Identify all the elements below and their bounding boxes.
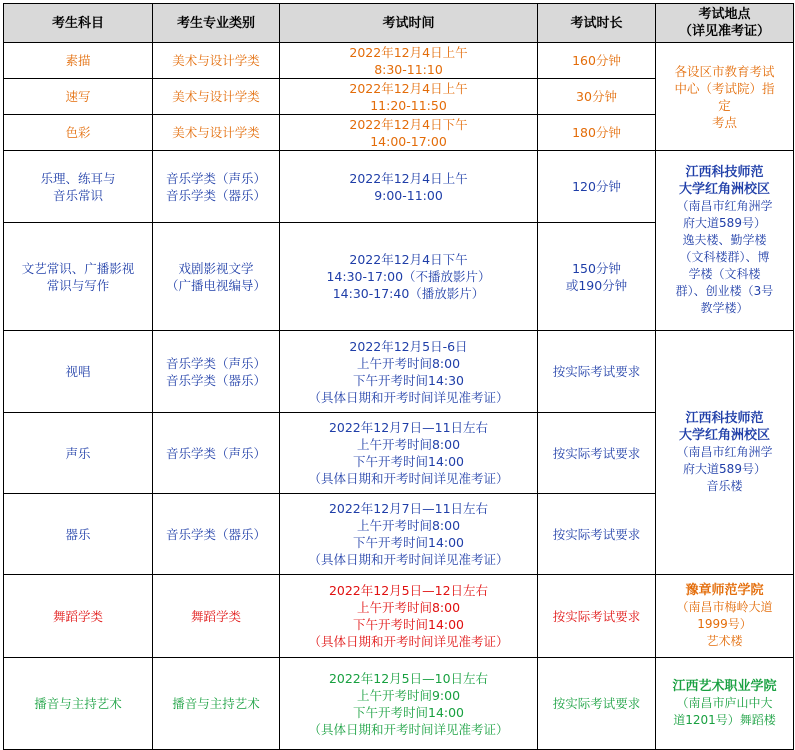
header-duration: 考试时长 [538,4,656,43]
location-jxkj-a-detail-line: 学楼（文科楼 [688,267,761,281]
duration-cell [538,79,656,115]
time-cell-line: 上午开考时间8:00 [356,355,461,371]
location-jxkj-b-detail-line: （南昌市红角洲学 [676,445,773,459]
location-jxkj-a-detail-line: 教学楼） [700,301,749,315]
header-location-line1: 考试地点 [698,7,751,22]
table-row [4,43,794,79]
duration-cell [538,331,656,413]
time-cell-line: 14:00-17:00 [370,133,447,149]
time-cell-line: 2022年12月4日下午 [349,252,468,267]
location-art-line: 中心（考试院）指 [674,80,775,96]
subject-cell-line: 速写 [65,89,91,104]
location-cell [656,658,794,750]
location-yuzhang-detail-line: （南昌市梅岭大道 [676,600,773,614]
header-time: 考试时间 [280,4,538,43]
location-cell [656,43,794,151]
time-cell [280,331,538,413]
subject-cell [4,79,153,115]
time-cell [280,413,538,494]
subject-cell [4,658,153,750]
time-cell-line: 下午开考时间14:30 [352,372,465,388]
subject-cell [4,413,153,494]
duration-cell-line: 按实际考试要求 [552,608,641,624]
duration-cell [538,223,656,331]
location-yuzhang-detail-line: 1999号） [697,617,752,631]
location-jxkj-b-title-line: 江西科技师范 [685,411,764,426]
duration-cell [538,151,656,223]
location-cell [656,151,794,331]
time-cell-line: （具体日期和开考时间详见准考证） [308,552,509,567]
location-jxkj-b-title-line: 大学红角洲校区 [678,428,770,443]
duration-cell [538,43,656,79]
category-cell-line: 美术与设计学类 [172,125,260,140]
duration-cell-line: 按实际考试要求 [552,696,641,711]
subject-cell [4,575,153,658]
duration-cell [538,658,656,750]
category-cell [153,331,280,413]
time-cell-line: 9:00-11:00 [374,187,443,203]
location-jxkj-a-detail-line: 群）、创业楼（3号 [675,284,774,298]
subject-cell [4,223,153,331]
time-cell-line: 上午开考时间8:00 [356,600,461,615]
time-cell-line: 2022年12月4日上午 [349,170,468,186]
category-cell-line: 美术与设计学类 [172,53,260,68]
time-cell-line: 上午开考时间8:00 [356,437,461,452]
duration-cell-line: 按实际考试要求 [552,364,641,379]
table-row [4,658,794,750]
header-category: 考生专业类别 [153,4,280,43]
time-cell-line: 2022年12月4日上午 [349,80,468,96]
subject-cell-line: 视唱 [65,364,91,379]
duration-cell [538,413,656,494]
category-cell-line: 音乐学类（声乐） [165,170,266,186]
location-art-line: 各设区市教育考试 [674,63,775,79]
duration-cell-line: 180分钟 [572,125,621,140]
time-cell-line: （具体日期和开考时间详见准考证） [308,634,509,649]
subject-cell-line: 器乐 [65,526,91,542]
category-cell-line: 音乐学类（器乐） [165,187,266,203]
time-cell-line: 上午开考时间8:00 [356,518,461,533]
subject-cell [4,151,153,223]
subject-cell-line: 声乐 [65,445,91,461]
table-row [4,575,794,658]
time-cell-line: （具体日期和开考时间详见准考证） [308,471,509,486]
category-cell [153,575,280,658]
location-cell [656,575,794,658]
category-cell-line: （广播电视编导） [165,277,266,293]
time-cell-line: 8:30-11:10 [374,61,443,77]
location-jxkj-a-title-line: 江西科技师范 [685,165,764,180]
location-jxys-detail-line: （南昌市庐山中大 [676,696,773,710]
duration-cell [538,115,656,151]
category-cell [153,43,280,79]
category-cell-line: 戏剧影视文学 [178,260,254,276]
duration-cell [538,494,656,575]
location-jxkj-b-detail-line: 府大道589号） [683,462,766,476]
time-cell-line: 下午开考时间14:00 [352,704,465,720]
location-cell [656,331,794,575]
exam-schedule-table [3,3,794,750]
table-row [4,151,794,223]
subject-cell [4,331,153,413]
category-cell-line: 音乐学类（声乐） [165,445,266,461]
header-location [656,4,794,43]
location-jxys-detail-line: 道1201号）舞蹈楼 [673,713,776,727]
time-cell-line: 11:20-11:50 [370,97,447,113]
time-cell-line: 2022年12月5日-6日 [349,338,468,354]
location-jxkj-a-detail-line: （文科楼群）、博 [679,250,770,264]
duration-cell-line: 160分钟 [572,53,621,68]
category-cell-line: 音乐学类（器乐） [165,526,266,542]
category-cell [153,79,280,115]
subject-cell-line: 文艺常识、广播影视 [21,260,135,276]
header-subject: 考生科目 [4,4,153,43]
subject-cell-line: 音乐常识 [52,187,103,203]
time-cell-line: 2022年12月5日—12日左右 [328,583,489,598]
subject-cell-line: 素描 [65,53,91,68]
duration-cell-line: 或190分钟 [565,277,628,293]
time-cell-line: （具体日期和开考时间详见准考证） [308,721,509,737]
subject-cell-line: 舞蹈学类 [52,608,103,624]
location-yuzhang-detail-line: 艺术楼 [706,634,743,648]
category-cell-line: 播音与主持艺术 [172,696,260,711]
duration-cell-line: 按实际考试要求 [552,526,641,542]
subject-cell-line: 色彩 [65,125,91,140]
time-cell [280,43,538,79]
time-cell-line: 下午开考时间14:00 [352,454,465,469]
time-cell-line: 下午开考时间14:00 [352,617,465,632]
location-jxkj-a-detail-line: （南昌市红角洲学 [676,199,773,213]
category-cell [153,115,280,151]
location-art-line: 定 [718,97,731,113]
location-art-line: 考点 [711,114,737,130]
header-location-line2: （详见准考证） [678,24,770,39]
subject-cell-line: 播音与主持艺术 [34,696,122,711]
category-cell-line: 音乐学类（声乐） [165,355,266,371]
subject-cell [4,494,153,575]
time-cell [280,223,538,331]
time-cell [280,79,538,115]
time-cell [280,658,538,750]
subject-cell [4,115,153,151]
subject-cell [4,43,153,79]
subject-cell-line: 乐理、练耳与 [40,170,116,186]
time-cell [280,494,538,575]
category-cell [153,151,280,223]
duration-cell-line: 30分钟 [576,89,617,104]
time-cell-line: 下午开考时间14:00 [352,535,465,550]
time-cell-line: 2022年12月7日—11日左右 [328,420,489,435]
time-cell [280,115,538,151]
location-jxkj-a-detail-line: 府大道589号） [683,216,766,230]
time-cell-line: 14:30-17:00（不播放影片） [326,269,491,284]
time-cell [280,575,538,658]
duration-cell-line: 150分钟 [572,260,621,276]
location-jxkj-b-detail-line: 音乐楼 [706,479,743,493]
duration-cell-line: 按实际考试要求 [552,445,641,461]
duration-cell-line: 120分钟 [572,179,621,194]
location-yuzhang-title-line: 豫章师范学院 [685,583,764,598]
category-cell-line: 美术与设计学类 [172,89,260,104]
location-jxkj-a-title-line: 大学红角洲校区 [678,182,770,197]
category-cell [153,494,280,575]
time-cell-line: 2022年12月4日上午 [349,44,468,60]
header-row [4,4,794,43]
location-jxkj-a-detail-line: 逸夫楼、勤学楼 [682,233,767,247]
time-cell-line: 14:30-17:40（播放影片） [332,286,485,301]
category-cell [153,413,280,494]
category-cell-line: 舞蹈学类 [190,608,241,624]
time-cell-line: （具体日期和开考时间详见准考证） [308,389,509,405]
duration-cell [538,575,656,658]
time-cell [280,151,538,223]
table-row [4,331,794,413]
time-cell-line: 2022年12月5日—10日左右 [328,670,489,686]
time-cell-line: 2022年12月4日下午 [349,116,468,132]
location-jxys-title-line: 江西艺术职业学院 [672,679,777,694]
time-cell-line: 上午开考时间9:00 [356,687,461,703]
category-cell [153,223,280,331]
subject-cell-line: 常识与写作 [46,277,110,293]
category-cell [153,658,280,750]
category-cell-line: 音乐学类（器乐） [165,372,266,388]
time-cell-line: 2022年12月7日—11日左右 [328,501,489,516]
